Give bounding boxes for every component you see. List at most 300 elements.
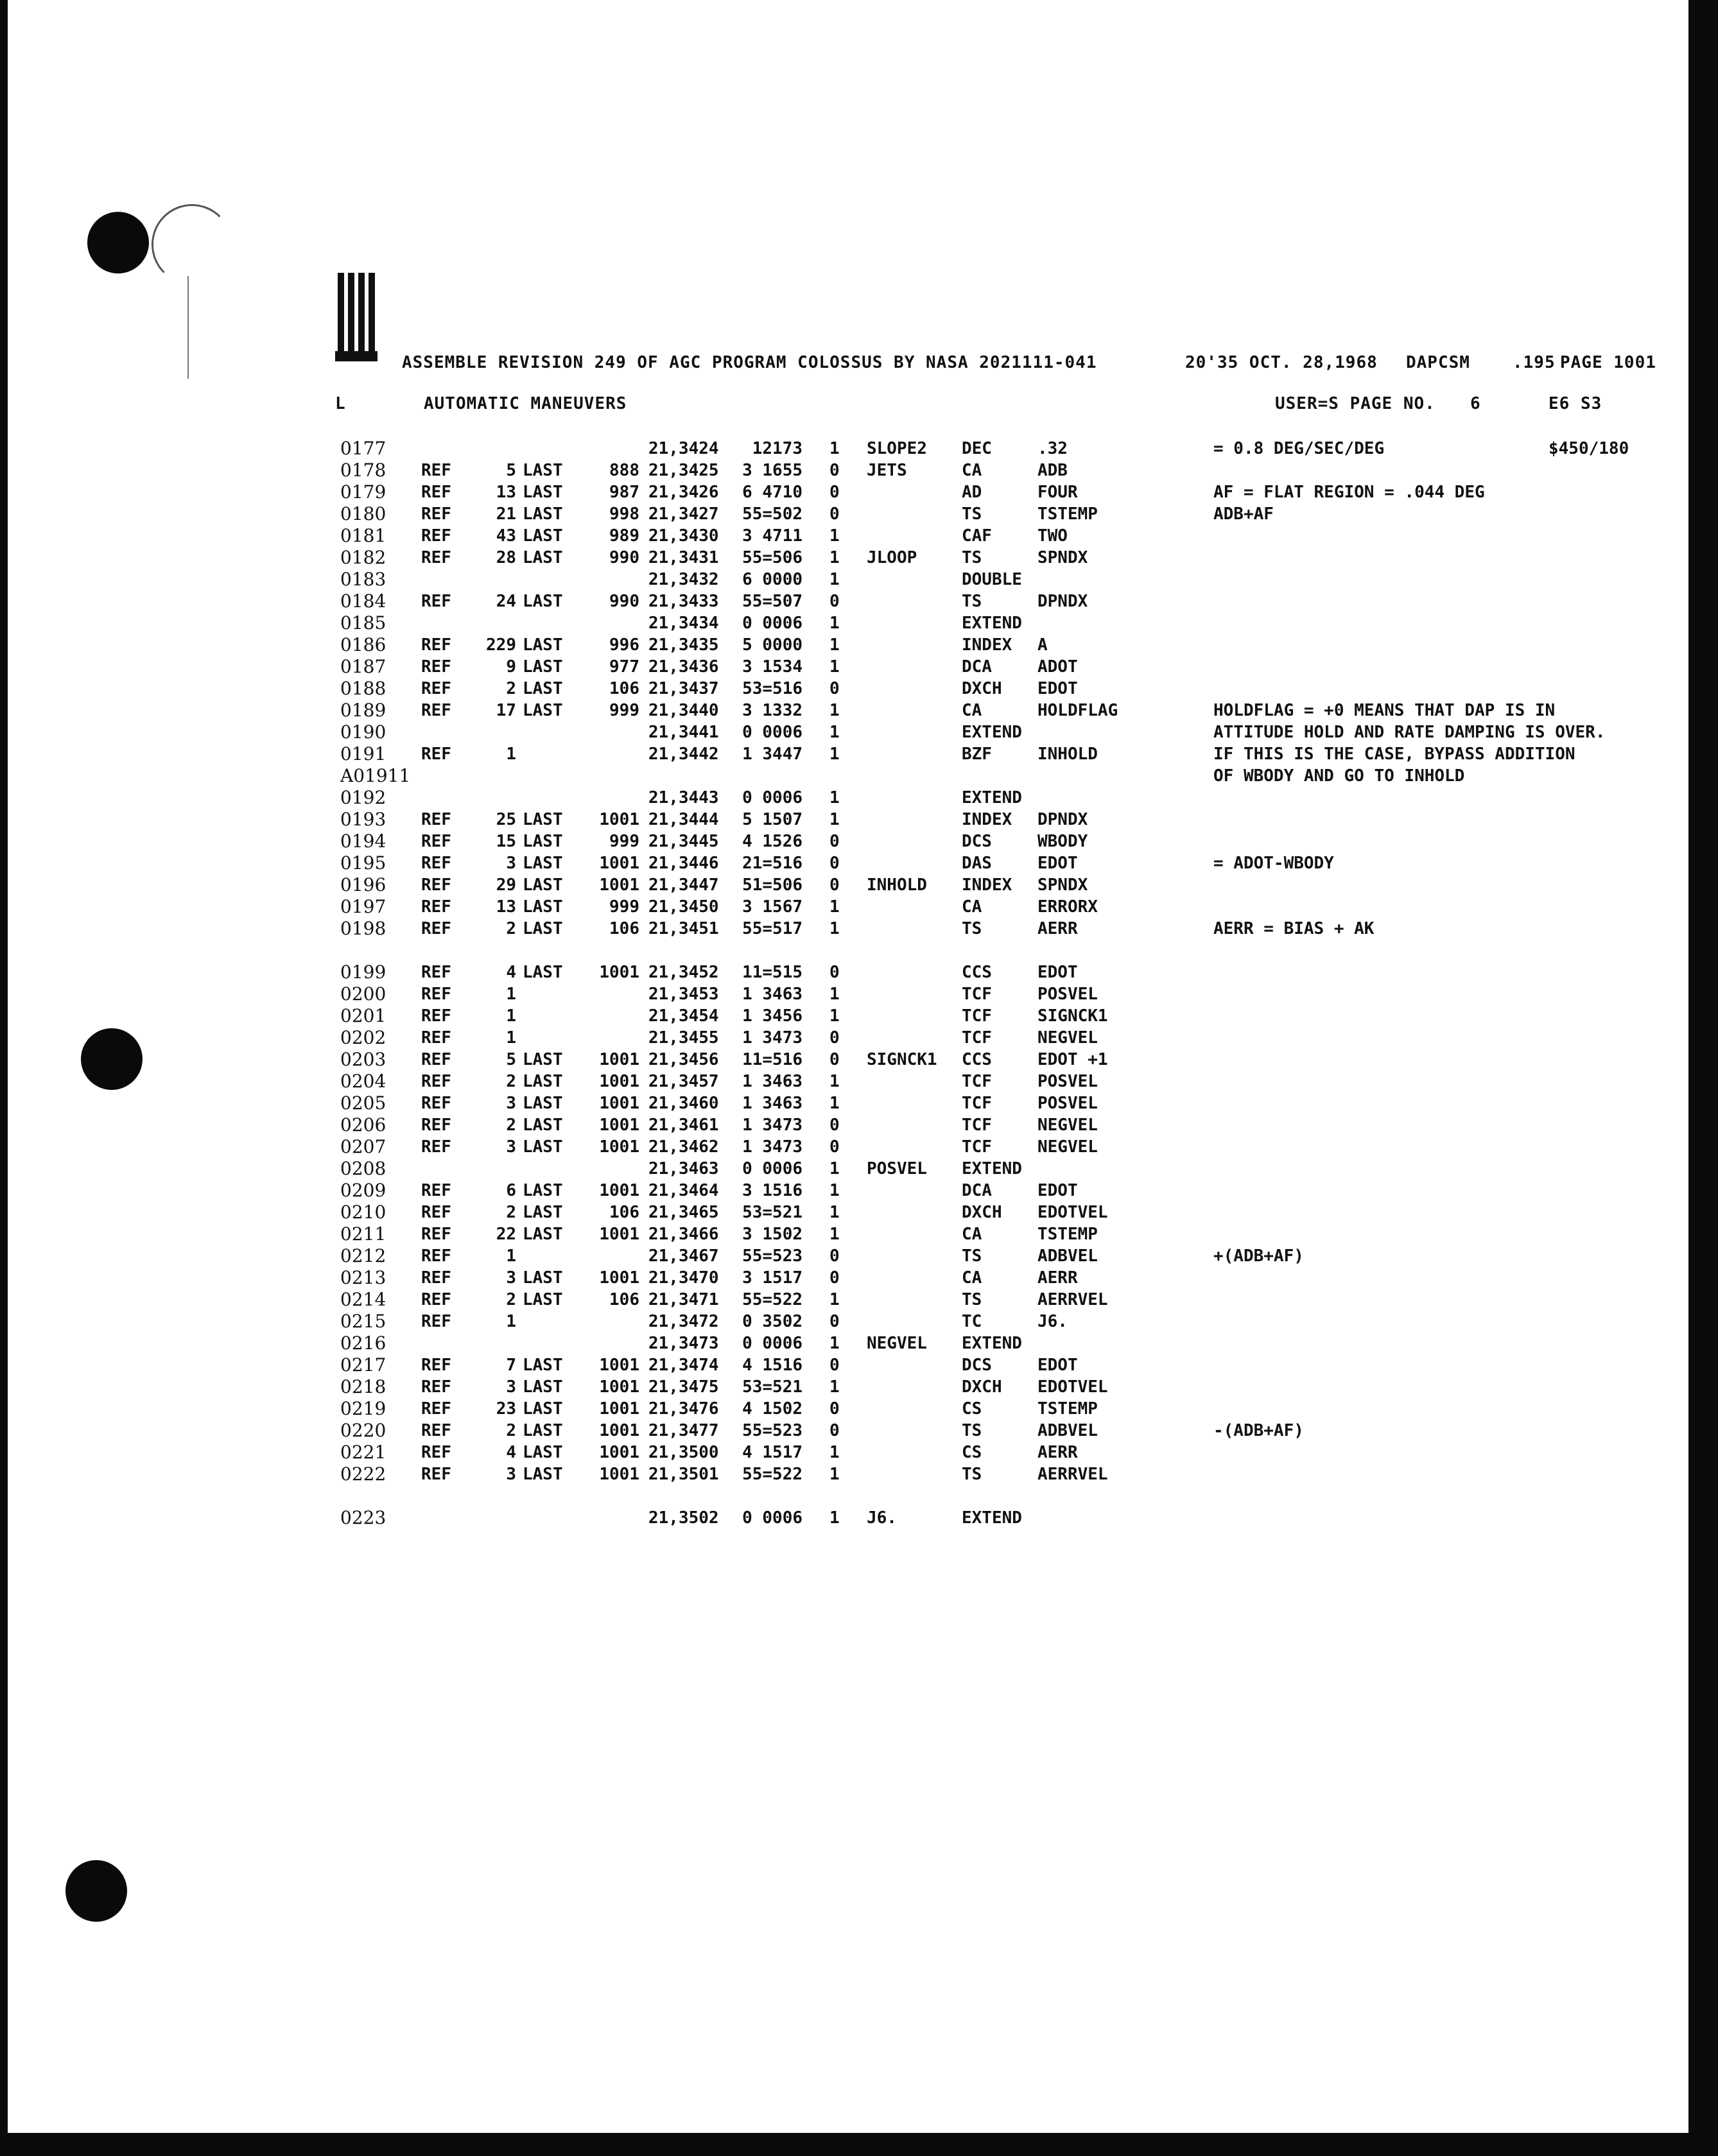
last-line: 106 xyxy=(609,1203,639,1222)
ref-marker: REF xyxy=(421,1268,451,1288)
operand: ADBVEL xyxy=(1037,1421,1098,1440)
ref-marker: REF xyxy=(421,963,451,982)
opcode: TS xyxy=(962,548,982,567)
parity: 1 xyxy=(829,723,840,742)
operand: AERR xyxy=(1037,919,1078,938)
line-number: 0220 xyxy=(340,1420,386,1441)
last-line: 106 xyxy=(609,679,639,698)
ref-count: 1 xyxy=(506,985,516,1004)
ref-marker: REF xyxy=(421,1203,451,1222)
listing-row xyxy=(340,591,1688,612)
octal-code: 0 0006 xyxy=(742,1334,803,1353)
comment: HOLDFLAG = +0 MEANS THAT DAP IS IN xyxy=(1213,701,1556,720)
last-marker: LAST xyxy=(523,701,563,720)
last-marker: LAST xyxy=(523,1094,563,1113)
parity: 1 xyxy=(829,526,840,546)
ref-marker: REF xyxy=(421,1050,451,1069)
address: 21,3462 xyxy=(648,1137,719,1157)
listing-row xyxy=(340,700,1688,721)
last-line: 1001 xyxy=(599,1268,639,1288)
last-marker: LAST xyxy=(523,1399,563,1419)
operand: TWO xyxy=(1037,526,1068,546)
listing-row xyxy=(340,678,1688,700)
operand: EDOT +1 xyxy=(1037,1050,1108,1069)
address: 21,3475 xyxy=(648,1377,719,1397)
last-marker: LAST xyxy=(523,679,563,698)
comment: ADB+AF xyxy=(1213,505,1274,524)
operand: FOUR xyxy=(1037,483,1078,502)
opcode: CCS xyxy=(962,963,992,982)
address: 21,3474 xyxy=(648,1356,719,1375)
listing-row xyxy=(340,1332,1688,1354)
ref-count: 24 xyxy=(496,592,516,611)
parity: 1 xyxy=(829,745,840,764)
opcode: DCA xyxy=(962,657,992,677)
line-number: 0202 xyxy=(340,1027,386,1048)
opcode: TCF xyxy=(962,1006,992,1026)
listing-row xyxy=(340,438,1688,460)
ref-marker: REF xyxy=(421,483,451,502)
parity: 0 xyxy=(829,592,840,611)
octal-code: 1 3473 xyxy=(742,1116,803,1135)
user-page-label: USER=S PAGE NO. xyxy=(1275,394,1436,413)
ref-marker: REF xyxy=(421,526,451,546)
ref-marker: REF xyxy=(421,1399,451,1419)
octal-code: 4 1517 xyxy=(742,1443,803,1462)
octal-code: 0 0006 xyxy=(742,1159,803,1178)
operand: ADB xyxy=(1037,461,1068,480)
ref-count: 23 xyxy=(496,1399,516,1419)
ref-marker: REF xyxy=(421,854,451,873)
last-line: 1001 xyxy=(599,1050,639,1069)
address: 21,3472 xyxy=(648,1312,719,1331)
line-number: 0218 xyxy=(340,1376,386,1397)
binder-marks xyxy=(335,273,377,358)
listing-row xyxy=(340,1180,1688,1202)
parity: 0 xyxy=(829,505,840,524)
last-marker: LAST xyxy=(523,1356,563,1375)
octal-code: 55=522 xyxy=(742,1290,803,1309)
opcode: TCF xyxy=(962,1094,992,1113)
operand: .32 xyxy=(1037,439,1068,458)
address: 21,3446 xyxy=(648,854,719,873)
last-line: 1001 xyxy=(599,1421,639,1440)
line-number: 0188 xyxy=(340,678,386,699)
line-number: 0187 xyxy=(340,656,386,677)
octal-code: 55=502 xyxy=(742,505,803,524)
listing-row xyxy=(340,1114,1688,1136)
parity: 1 xyxy=(829,1203,840,1222)
listing-row xyxy=(340,503,1688,525)
ref-count: 5 xyxy=(506,461,516,480)
address: 21,3434 xyxy=(648,614,719,633)
parity: 0 xyxy=(829,461,840,480)
octal-code: 3 4711 xyxy=(742,526,803,546)
opcode: INDEX xyxy=(962,875,1012,895)
parity: 1 xyxy=(829,1290,840,1309)
parity: 1 xyxy=(829,439,840,458)
operand: INHOLD xyxy=(1037,745,1098,764)
parity: 0 xyxy=(829,1356,840,1375)
parity: 1 xyxy=(829,1465,840,1484)
parity: 1 xyxy=(829,614,840,633)
last-marker: LAST xyxy=(523,1465,563,1484)
ref-count: 28 xyxy=(496,548,516,567)
last-line: 999 xyxy=(609,832,639,851)
parity: 1 xyxy=(829,1181,840,1200)
ref-count: 5 xyxy=(506,1050,516,1069)
address: 21,3460 xyxy=(648,1094,719,1113)
octal-code: 53=516 xyxy=(742,679,803,698)
opcode: TS xyxy=(962,1465,982,1484)
address: 21,3437 xyxy=(648,679,719,698)
punch-hole-bottom xyxy=(65,1860,127,1922)
operand: AERRVEL xyxy=(1037,1465,1108,1484)
opcode: DCS xyxy=(962,832,992,851)
parity: 0 xyxy=(829,854,840,873)
comment: = ADOT-WBODY xyxy=(1213,854,1334,873)
last-marker: LAST xyxy=(523,1072,563,1091)
listing-row xyxy=(340,481,1688,503)
line-number: 0223 xyxy=(340,1507,386,1528)
ref-count: 1 xyxy=(506,1246,516,1266)
ref-marker: REF xyxy=(421,1028,451,1048)
line-number: 0197 xyxy=(340,896,386,917)
ref-marker: REF xyxy=(421,1072,451,1091)
address: 21,3450 xyxy=(648,897,719,917)
parity: 0 xyxy=(829,875,840,895)
comment: AERR = BIAS + AK xyxy=(1213,919,1375,938)
last-line: 990 xyxy=(609,592,639,611)
listing-program: DAPCSM xyxy=(1406,353,1470,372)
ref-marker: REF xyxy=(421,635,451,655)
operand: EDOT xyxy=(1037,963,1078,982)
line-number: 0216 xyxy=(340,1332,386,1354)
opcode: DXCH xyxy=(962,1377,1002,1397)
address: 21,3465 xyxy=(648,1203,719,1222)
last-marker: LAST xyxy=(523,1181,563,1200)
operand: EDOT xyxy=(1037,1356,1078,1375)
opcode: TS xyxy=(962,505,982,524)
ref-count: 3 xyxy=(506,1137,516,1157)
ref-count: 21 xyxy=(496,505,516,524)
ref-count: 15 xyxy=(496,832,516,851)
punch-hole-top xyxy=(87,212,149,273)
ref-marker: REF xyxy=(421,461,451,480)
line-number: 0178 xyxy=(340,460,386,481)
scan-edge-left xyxy=(0,0,8,2156)
opcode: CA xyxy=(962,1268,982,1288)
address: 21,3457 xyxy=(648,1072,719,1091)
last-marker: LAST xyxy=(523,1203,563,1222)
address: 21,3477 xyxy=(648,1421,719,1440)
parity: 0 xyxy=(829,1268,840,1288)
operand: POSVEL xyxy=(1037,1072,1098,1091)
listing-row xyxy=(340,809,1688,831)
page-ref: $450/180 xyxy=(1549,439,1629,458)
last-line: 1001 xyxy=(599,810,639,829)
listing-row xyxy=(340,569,1688,591)
listing-row xyxy=(340,1376,1688,1398)
last-line: 1001 xyxy=(599,1356,639,1375)
octal-code: 55=517 xyxy=(742,919,803,938)
last-marker: LAST xyxy=(523,963,563,982)
listing-row xyxy=(340,874,1688,896)
ref-marker: REF xyxy=(421,1006,451,1026)
scan-edge-right xyxy=(1688,0,1718,2156)
address: 21,3427 xyxy=(648,505,719,524)
line-number: 0222 xyxy=(340,1463,386,1485)
listing-row xyxy=(340,1442,1688,1463)
line-number: 0179 xyxy=(340,481,386,503)
line-number: 0193 xyxy=(340,809,386,830)
line-number: 0217 xyxy=(340,1354,386,1376)
octal-code: 55=523 xyxy=(742,1246,803,1266)
listing-row xyxy=(340,1005,1688,1027)
operand: EDOT xyxy=(1037,679,1078,698)
opcode: TC xyxy=(962,1312,982,1331)
ref-count: 3 xyxy=(506,1094,516,1113)
listing-flag: L xyxy=(335,394,346,413)
ref-count: 3 xyxy=(506,854,516,873)
parity: 1 xyxy=(829,657,840,677)
parity: 1 xyxy=(829,985,840,1004)
opcode: TCF xyxy=(962,1072,992,1091)
line-number: 0189 xyxy=(340,700,386,721)
line-number: 0213 xyxy=(340,1267,386,1288)
ref-count: 43 xyxy=(496,526,516,546)
last-line: 999 xyxy=(609,701,639,720)
line-number: 0212 xyxy=(340,1245,386,1266)
ref-count: 1 xyxy=(506,745,516,764)
ref-count: 2 xyxy=(506,919,516,938)
opcode: TS xyxy=(962,592,982,611)
opcode: CA xyxy=(962,897,982,917)
address: 21,3501 xyxy=(648,1465,719,1484)
operand: TSTEMP xyxy=(1037,505,1098,524)
last-marker: LAST xyxy=(523,526,563,546)
opcode: TS xyxy=(962,1290,982,1309)
octal-code: 3 1517 xyxy=(742,1268,803,1288)
address: 21,3473 xyxy=(648,1334,719,1353)
listing-row xyxy=(340,612,1688,634)
octal-code: 1 3463 xyxy=(742,1072,803,1091)
parity: 0 xyxy=(829,1137,840,1157)
operand: SIGNCK1 xyxy=(1037,1006,1108,1026)
listing-row xyxy=(340,743,1688,765)
line-number: 0185 xyxy=(340,612,386,634)
opcode: INDEX xyxy=(962,810,1012,829)
parity: 0 xyxy=(829,1050,840,1069)
opcode: EXTEND xyxy=(962,1159,1022,1178)
line-number: 0199 xyxy=(340,962,386,983)
operand: ERRORX xyxy=(1037,897,1098,917)
listing-number: .195 xyxy=(1513,353,1556,372)
ref-count: 25 xyxy=(496,810,516,829)
last-line: 998 xyxy=(609,505,639,524)
line-number: 0200 xyxy=(340,983,386,1005)
octal-code: 4 1526 xyxy=(742,832,803,851)
last-marker: LAST xyxy=(523,1290,563,1309)
opcode: DOUBLE xyxy=(962,570,1022,589)
parity: 1 xyxy=(829,1225,840,1244)
line-number: 0186 xyxy=(340,634,386,655)
last-line: 996 xyxy=(609,635,639,655)
address: 21,3471 xyxy=(648,1290,719,1309)
ref-count: 29 xyxy=(496,875,516,895)
line-number: 0210 xyxy=(340,1202,386,1223)
listing-row xyxy=(340,525,1688,547)
listing-row xyxy=(340,1420,1688,1442)
opcode: TS xyxy=(962,1246,982,1266)
line-number: 0182 xyxy=(340,547,386,568)
opcode: DEC xyxy=(962,439,992,458)
ref-count: 1 xyxy=(506,1006,516,1026)
address: 21,3463 xyxy=(648,1159,719,1178)
ref-marker: REF xyxy=(421,919,451,938)
last-marker: LAST xyxy=(523,1137,563,1157)
address: 21,3441 xyxy=(648,723,719,742)
opcode: TS xyxy=(962,919,982,938)
last-marker: LAST xyxy=(523,1268,563,1288)
last-marker: LAST xyxy=(523,548,563,567)
comment: = 0.8 DEG/SEC/DEG xyxy=(1213,439,1385,458)
listing-timestamp: 20'35 OCT. 28,1968 xyxy=(1185,353,1378,372)
parity: 0 xyxy=(829,963,840,982)
last-line: 1001 xyxy=(599,1225,639,1244)
listing-row xyxy=(340,1202,1688,1223)
octal-code: 55=506 xyxy=(742,548,803,567)
address: 21,3440 xyxy=(648,701,719,720)
parity: 1 xyxy=(829,1508,840,1528)
opcode: EXTEND xyxy=(962,788,1022,807)
user-page-number: 6 xyxy=(1470,394,1481,413)
last-marker: LAST xyxy=(523,635,563,655)
ref-marker: REF xyxy=(421,1465,451,1484)
opcode: TCF xyxy=(962,1116,992,1135)
ref-count: 2 xyxy=(506,1203,516,1222)
octal-code: 55=507 xyxy=(742,592,803,611)
operand: DPNDX xyxy=(1037,810,1088,829)
octal-code: 1 3463 xyxy=(742,985,803,1004)
line-number: 0211 xyxy=(340,1223,386,1245)
ref-count: 6 xyxy=(506,1181,516,1200)
ref-count: 2 xyxy=(506,1072,516,1091)
parity: 1 xyxy=(829,570,840,589)
comment: AF = FLAT REGION = .044 DEG xyxy=(1213,483,1485,502)
ref-count: 3 xyxy=(506,1465,516,1484)
operand: NEGVEL xyxy=(1037,1116,1098,1135)
octal-code: 4 1516 xyxy=(742,1356,803,1375)
octal-code: 5 1507 xyxy=(742,810,803,829)
last-marker: LAST xyxy=(523,1443,563,1462)
octal-code: 3 1332 xyxy=(742,701,803,720)
parity: 0 xyxy=(829,483,840,502)
ref-count: 7 xyxy=(506,1356,516,1375)
operand: SPNDX xyxy=(1037,548,1088,567)
octal-code: 3 1655 xyxy=(742,461,803,480)
ref-count: 22 xyxy=(496,1225,516,1244)
octal-code: 0 0006 xyxy=(742,723,803,742)
line-number: 0206 xyxy=(340,1114,386,1135)
operand: EDOTVEL xyxy=(1037,1377,1108,1397)
last-marker: LAST xyxy=(523,1116,563,1135)
octal-code: 4 1502 xyxy=(742,1399,803,1419)
listing-row xyxy=(340,1223,1688,1245)
last-marker: LAST xyxy=(523,1225,563,1244)
label: INHOLD xyxy=(867,875,927,895)
octal-code: 6 4710 xyxy=(742,483,803,502)
punch-hole-middle xyxy=(81,1028,143,1090)
parity: 1 xyxy=(829,1159,840,1178)
opcode: DXCH xyxy=(962,679,1002,698)
address: 21,3444 xyxy=(648,810,719,829)
parity: 0 xyxy=(829,1116,840,1135)
octal-code: 3 1534 xyxy=(742,657,803,677)
octal-code: 0 0006 xyxy=(742,614,803,633)
listing-row xyxy=(340,1267,1688,1289)
listing-row xyxy=(340,896,1688,918)
last-line: 1001 xyxy=(599,1072,639,1091)
octal-code: 21=516 xyxy=(742,854,803,873)
listing-row xyxy=(340,831,1688,852)
line-number: 0221 xyxy=(340,1442,386,1463)
opcode: CCS xyxy=(962,1050,992,1069)
last-marker: LAST xyxy=(523,832,563,851)
line-number: 0192 xyxy=(340,787,386,808)
ref-marker: REF xyxy=(421,745,451,764)
ref-marker: REF xyxy=(421,832,451,851)
octal-code: 1 3463 xyxy=(742,1094,803,1113)
parity: 0 xyxy=(829,1028,840,1048)
opcode: EXTEND xyxy=(962,1334,1022,1353)
section-title: AUTOMATIC MANEUVERS xyxy=(424,394,627,413)
listing-row xyxy=(340,1398,1688,1420)
ref-count: 17 xyxy=(496,701,516,720)
label: JLOOP xyxy=(867,548,917,567)
opcode: DXCH xyxy=(962,1203,1002,1222)
assembly-listing xyxy=(340,438,1688,1529)
last-line: 990 xyxy=(609,548,639,567)
ref-marker: REF xyxy=(421,1116,451,1135)
address: 21,3452 xyxy=(648,963,719,982)
address: 21,3470 xyxy=(648,1268,719,1288)
operand: WBODY xyxy=(1037,832,1088,851)
parity: 1 xyxy=(829,1334,840,1353)
octal-code: 55=522 xyxy=(742,1465,803,1484)
ref-count: 13 xyxy=(496,483,516,502)
ref-marker: REF xyxy=(421,1137,451,1157)
parity: 1 xyxy=(829,897,840,917)
line-number: 0195 xyxy=(340,852,386,874)
comment: IF THIS IS THE CASE, BYPASS ADDITION xyxy=(1213,745,1575,764)
opcode: EXTEND xyxy=(962,614,1022,633)
octal-code: 0 3502 xyxy=(742,1312,803,1331)
address: 21,3502 xyxy=(648,1508,719,1528)
line-number: 0214 xyxy=(340,1289,386,1310)
opcode: CS xyxy=(962,1443,982,1462)
ref-count: 3 xyxy=(506,1268,516,1288)
octal-code: 11=515 xyxy=(742,963,803,982)
line-number: 0177 xyxy=(340,438,386,459)
operand: J6. xyxy=(1037,1312,1068,1331)
address: 21,3426 xyxy=(648,483,719,502)
address: 21,3443 xyxy=(648,788,719,807)
operand: ADBVEL xyxy=(1037,1246,1098,1266)
last-marker: LAST xyxy=(523,657,563,677)
ref-marker: REF xyxy=(421,548,451,567)
parity: 1 xyxy=(829,1377,840,1397)
